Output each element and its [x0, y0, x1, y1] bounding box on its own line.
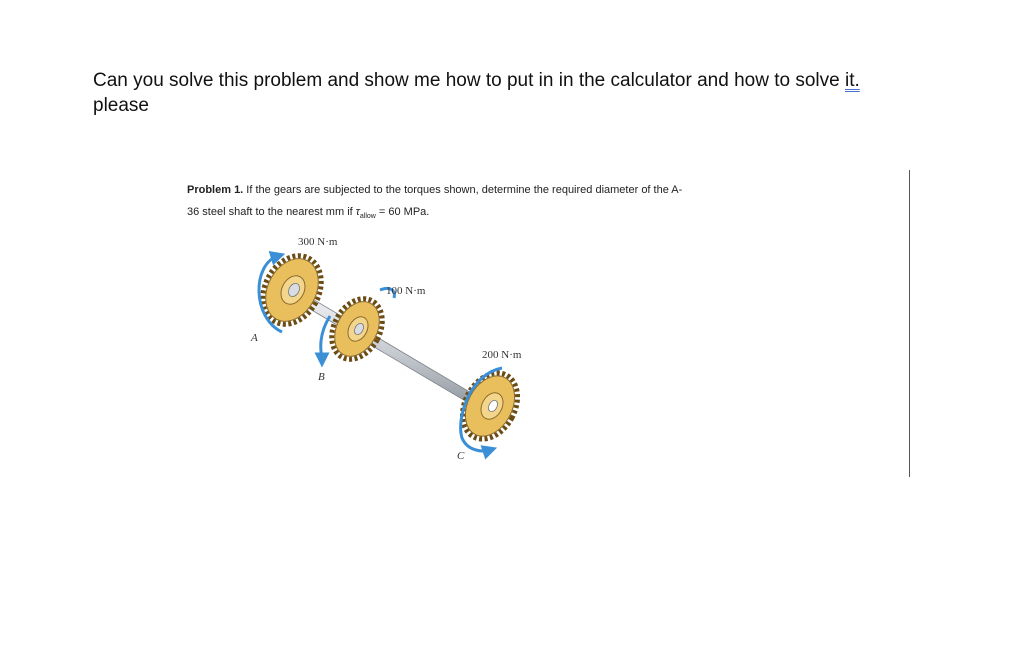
torque-label-b: 100 N·m [386, 285, 426, 297]
question-line-2: please [93, 95, 149, 116]
gear-b [322, 290, 393, 368]
tau-symbol: τ [355, 206, 360, 218]
torque-arrow-b [321, 316, 330, 360]
problem-label: Problem 1. [187, 184, 244, 196]
point-label-c: C [457, 450, 465, 462]
shaft-gear-diagram [230, 228, 560, 468]
tau-subscript: allow [359, 213, 376, 221]
torque-label-a: 300 N·m [298, 236, 338, 248]
shaft [288, 288, 490, 412]
torque-label-c: 200 N·m [482, 349, 522, 361]
point-label-a: A [251, 332, 258, 344]
point-label-b: B [318, 371, 325, 383]
problem-text-c: = 60 MPa. [375, 206, 430, 218]
tau-allow [355, 206, 376, 221]
problem-line-2 [187, 201, 827, 228]
gear-a [251, 246, 332, 335]
problem-text-b: 36 steel shaft to the nearest mm if [187, 206, 356, 218]
question-line-1-main: Can you solve this problem and show me how to put in in the calculator and how to solve [93, 70, 845, 91]
problem-line-1 [187, 179, 827, 201]
problem-statement [187, 179, 827, 228]
spellcheck-flagged-word[interactable]: it. [844, 70, 860, 91]
question-text [93, 68, 913, 118]
image-border-line [909, 170, 910, 477]
problem-text-a: If the gears are subjected to the torques shown, determine the required diameter of the A- [243, 184, 683, 196]
question-line-1 [93, 68, 913, 93]
